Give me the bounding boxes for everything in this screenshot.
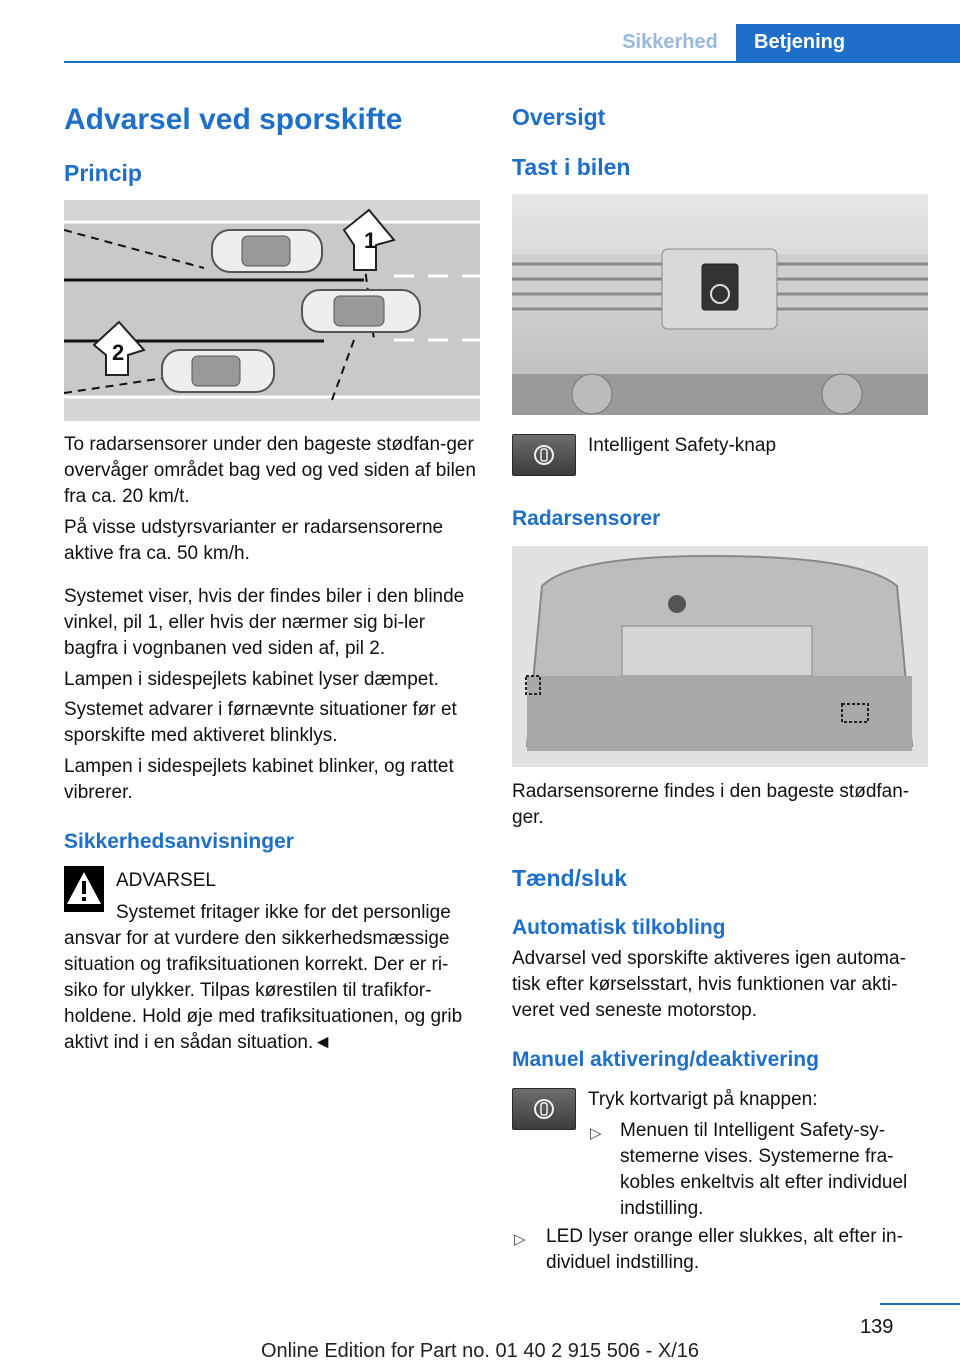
header-section-tab[interactable]: Sikkerhed bbox=[622, 31, 718, 53]
paragraph-system-display: Systemet viser, hvis der findes biler i den blinde vinkel, pil 1, eller hvis der nærmer sig bi-ler bagfra i vognbanen ved siden af, pil 2. bbox=[64, 586, 465, 659]
warning-triangle-icon bbox=[64, 866, 104, 912]
rear-car-photo bbox=[512, 546, 928, 767]
bullet-icon: ▷ bbox=[590, 1125, 602, 1142]
tast-heading: Tast i bilen bbox=[512, 154, 631, 180]
lane-change-diagram bbox=[64, 200, 480, 421]
warning-text-first-line: Systemet fritager ikke for det personlige bbox=[116, 902, 451, 923]
intelligent-safety-button-icon bbox=[512, 434, 576, 476]
taend-heading: Tænd/sluk bbox=[512, 865, 628, 891]
rear-car-svg bbox=[512, 546, 928, 767]
auto-text: Advarsel ved sporskifte aktiveres igen automa-tisk efter kørselsstart, hvis funktionen var akti-veret ved seneste motorstop. bbox=[512, 948, 906, 1021]
page-number: 139 bbox=[860, 1316, 894, 1338]
princip-heading: Princip bbox=[64, 160, 142, 186]
car-upper bbox=[212, 230, 322, 272]
radar-caption: Radarsensorerne findes i den bageste stødfan-ger. bbox=[512, 781, 910, 828]
car-lower bbox=[162, 350, 274, 392]
footer-rule bbox=[880, 1303, 960, 1305]
manual-text: Tryk kortvarigt på knappen: bbox=[588, 1089, 818, 1110]
lane-diagram-svg bbox=[64, 200, 480, 421]
page-title: Advarsel ved sporskifte bbox=[64, 103, 403, 136]
bullet-icon: ▷ bbox=[514, 1231, 526, 1248]
car-middle bbox=[302, 290, 420, 332]
dashboard-svg bbox=[512, 194, 928, 415]
paragraph-lamp-dim: Lampen i sidespejlets kabinet lyser dæmpet. bbox=[64, 669, 439, 690]
safety-heading: Sikkerhedsanvisninger bbox=[64, 830, 294, 853]
oversigt-heading: Oversigt bbox=[512, 104, 606, 130]
arrow-1-label: 1 bbox=[364, 228, 377, 253]
button-caption: Intelligent Safety-knap bbox=[588, 435, 777, 456]
footer-edition: Online Edition for Part no. 01 40 2 915 506 - X/16 bbox=[260, 1340, 700, 1362]
paragraph-variants: På visse udstyrsvarianter er radarsensorerne aktive fra ca. 50 km/h. bbox=[64, 517, 444, 564]
header-active-tab[interactable]: Betjening bbox=[736, 24, 960, 61]
paragraph-lamp-flash: Lampen i sidespejlets kabinet blinker, og rattet vibrerer. bbox=[64, 756, 454, 803]
paragraph-sensors: To radarsensorer under den bageste stødfan-ger overvåger området bag ved og ved siden af bilen fra ca. 20 km/t. bbox=[64, 434, 476, 507]
radar-heading: Radarsensorer bbox=[512, 507, 661, 530]
bullet-item-led: LED lyser orange eller slukkes, alt efter in-dividuel indstilling. bbox=[546, 1226, 903, 1273]
intelligent-safety-button-icon-2 bbox=[512, 1088, 576, 1130]
manual-heading: Manuel aktivering/deaktivering bbox=[512, 1048, 819, 1071]
header-rule bbox=[64, 61, 960, 63]
bullet-item-menu: Menuen til Intelligent Safety-sy-stemerne vises. Systemerne fra-kobles enkeltvis alt efter individuel indstilling. bbox=[620, 1120, 908, 1219]
paragraph-system-warns: Systemet advarer i førnævnte situationer før et sporskifte med aktiveret blinklys. bbox=[64, 699, 457, 746]
dashboard-photo bbox=[512, 194, 928, 415]
warning-text-body: ansvar for at vurdere den sikkerhedsmæssige situation og trafiksituationen korrekt. Der er ri-siko for ulykker. Tilpas kørestilen til trafikfor-holdene. Hold øje med trafiksituationen, og grib aktivt ind i en sådan situation.◄ bbox=[64, 928, 463, 1053]
arrow-2-label: 2 bbox=[112, 340, 125, 365]
warning-label: ADVARSEL bbox=[116, 870, 216, 891]
auto-heading: Automatisk tilkobling bbox=[512, 916, 726, 939]
